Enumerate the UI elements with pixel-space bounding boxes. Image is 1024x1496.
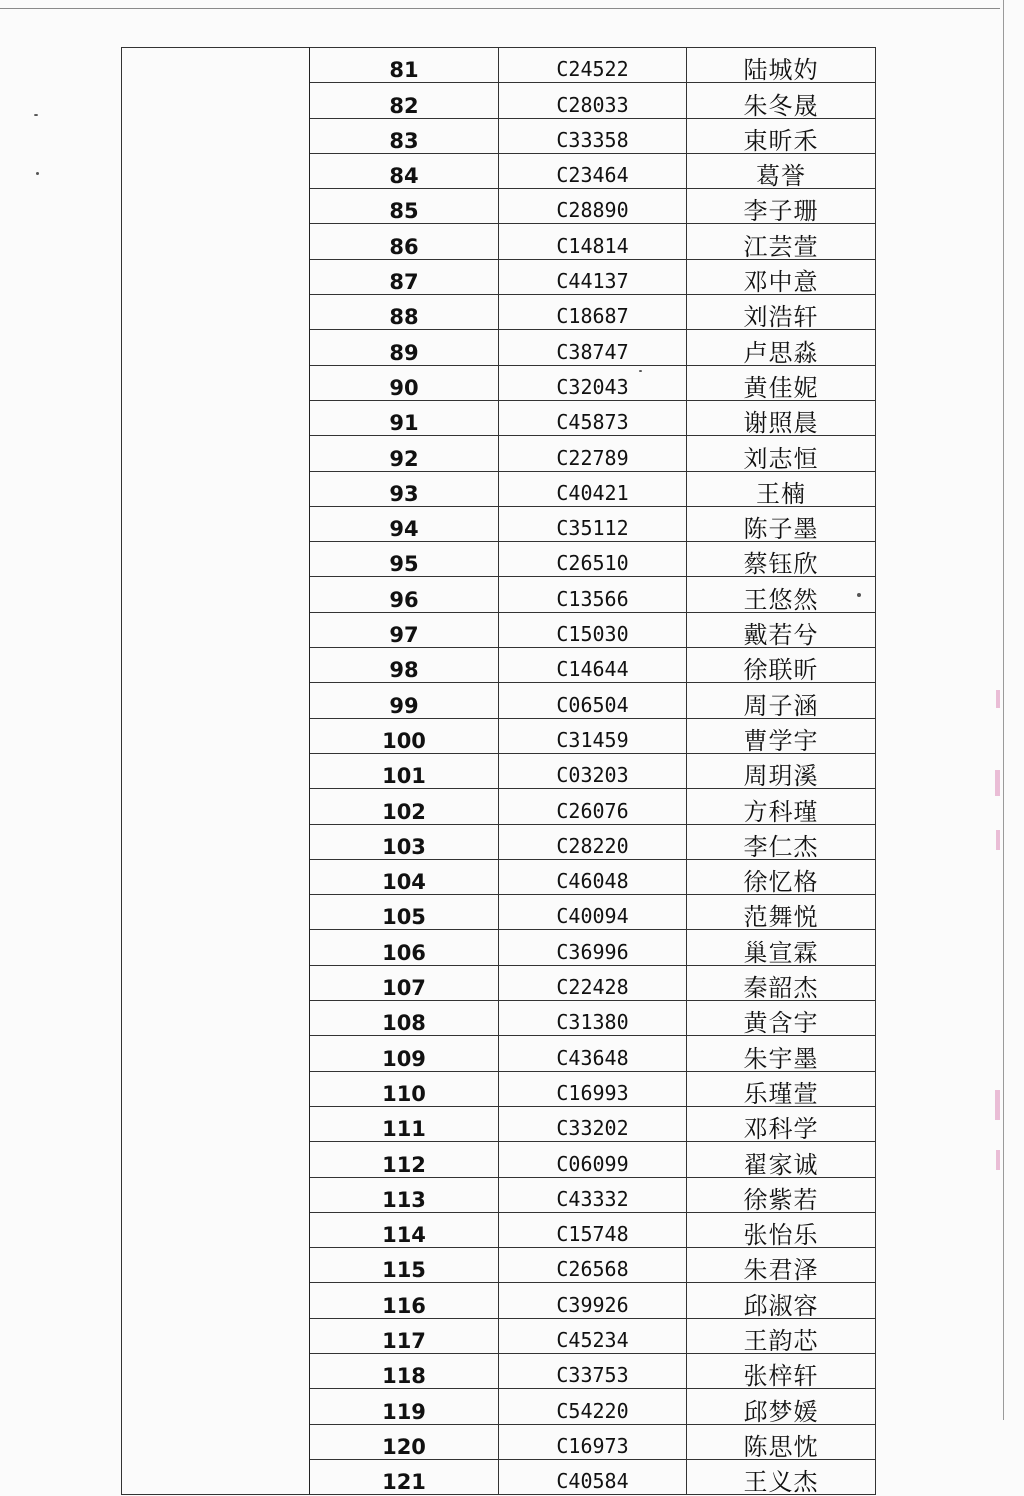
student-name-cell: 刘志恒: [687, 436, 876, 471]
student-name-cell: 黄含宇: [687, 1001, 876, 1036]
row-number-cell: 108: [310, 1001, 499, 1036]
candidate-code-cell: C06504: [499, 683, 687, 718]
row-number-cell: 107: [310, 965, 499, 1000]
row-number-cell: 110: [310, 1071, 499, 1106]
roster-table: [121, 47, 876, 1495]
student-name-cell: 张怡乐: [687, 1212, 876, 1247]
student-name-cell: 王悠然: [687, 577, 876, 612]
scan-speck: [36, 172, 39, 175]
student-name-cell: 王韵芯: [687, 1318, 876, 1353]
student-name-cell: 戴若兮: [687, 612, 876, 647]
row-number-cell: 87: [310, 259, 499, 294]
student-name-cell: 陈子墨: [687, 506, 876, 541]
student-name-cell: 邓科学: [687, 1106, 876, 1141]
student-name-cell: 刘浩轩: [687, 295, 876, 330]
scan-speck: [639, 370, 642, 372]
candidate-code-cell: C24522: [499, 48, 687, 83]
student-name-cell: 范舞悦: [687, 895, 876, 930]
row-number-cell: 93: [310, 471, 499, 506]
student-name-cell: 葛誉: [687, 153, 876, 188]
student-name-cell: 黄佳妮: [687, 365, 876, 400]
student-name-cell: 陈思忱: [687, 1424, 876, 1459]
row-number-cell: 91: [310, 400, 499, 435]
row-number-cell: 111: [310, 1106, 499, 1141]
row-number-cell: 117: [310, 1318, 499, 1353]
student-name-cell: 周玥溪: [687, 753, 876, 788]
candidate-code-cell: C26510: [499, 542, 687, 577]
student-name-cell: 徐联昕: [687, 648, 876, 683]
student-name-cell: 王楠: [687, 471, 876, 506]
row-number-cell: 99: [310, 683, 499, 718]
candidate-code-cell: C15030: [499, 612, 687, 647]
student-name-cell: 方科瑾: [687, 789, 876, 824]
row-number-cell: 84: [310, 153, 499, 188]
row-number-cell: 106: [310, 930, 499, 965]
candidate-code-cell: C45234: [499, 1318, 687, 1353]
student-name-cell: 邱淑容: [687, 1283, 876, 1318]
row-number-cell: 85: [310, 189, 499, 224]
row-number-cell: 94: [310, 506, 499, 541]
row-number-cell: 86: [310, 224, 499, 259]
candidate-code-cell: C16973: [499, 1424, 687, 1459]
candidate-code-cell: C03203: [499, 753, 687, 788]
row-number-cell: 81: [310, 48, 499, 83]
row-number-cell: 83: [310, 118, 499, 153]
scan-bleed-mark: [996, 830, 1000, 850]
student-name-cell: 卢思淼: [687, 330, 876, 365]
scan-bleed-mark: [995, 770, 1000, 796]
row-number-cell: 104: [310, 859, 499, 894]
candidate-code-cell: C26076: [499, 789, 687, 824]
row-number-cell: 112: [310, 1142, 499, 1177]
candidate-code-cell: C28220: [499, 824, 687, 859]
candidate-code-cell: C23464: [499, 153, 687, 188]
row-number-cell: 96: [310, 577, 499, 612]
candidate-code-cell: C32043: [499, 365, 687, 400]
row-number-cell: 115: [310, 1248, 499, 1283]
student-name-cell: 翟家诚: [687, 1142, 876, 1177]
student-name-cell: 朱冬晟: [687, 83, 876, 118]
student-name-cell: 邓中意: [687, 259, 876, 294]
candidate-code-cell: C13566: [499, 577, 687, 612]
student-name-cell: 谢照晨: [687, 400, 876, 435]
candidate-code-cell: C16993: [499, 1071, 687, 1106]
student-name-cell: 束昕禾: [687, 118, 876, 153]
row-number-cell: 116: [310, 1283, 499, 1318]
row-number-cell: 118: [310, 1353, 499, 1388]
candidate-code-cell: C46048: [499, 859, 687, 894]
row-number-cell: 113: [310, 1177, 499, 1212]
candidate-code-cell: C26568: [499, 1248, 687, 1283]
scan-right-edge: [1003, 0, 1004, 1420]
candidate-code-cell: C22789: [499, 436, 687, 471]
roster-table-body: [122, 48, 876, 1495]
candidate-code-cell: C28033: [499, 83, 687, 118]
table-row: [122, 48, 876, 83]
candidate-code-cell: C22428: [499, 965, 687, 1000]
student-name-cell: 蔡钰欣: [687, 542, 876, 577]
student-name-cell: 陆城妁: [687, 48, 876, 83]
student-name-cell: 周子涵: [687, 683, 876, 718]
row-number-cell: 114: [310, 1212, 499, 1247]
candidate-code-cell: C40421: [499, 471, 687, 506]
student-name-cell: 朱君泽: [687, 1248, 876, 1283]
candidate-code-cell: C33202: [499, 1106, 687, 1141]
row-number-cell: 95: [310, 542, 499, 577]
row-number-cell: 100: [310, 718, 499, 753]
row-number-cell: 89: [310, 330, 499, 365]
student-name-cell: 张梓轩: [687, 1353, 876, 1388]
row-number-cell: 109: [310, 1036, 499, 1071]
row-number-cell: 88: [310, 295, 499, 330]
student-name-cell: 李子珊: [687, 189, 876, 224]
candidate-code-cell: C43332: [499, 1177, 687, 1212]
row-number-cell: 92: [310, 436, 499, 471]
candidate-code-cell: C39926: [499, 1283, 687, 1318]
candidate-code-cell: C33753: [499, 1353, 687, 1388]
candidate-code-cell: C14814: [499, 224, 687, 259]
row-number-cell: 120: [310, 1424, 499, 1459]
row-number-cell: 121: [310, 1459, 499, 1494]
candidate-code-cell: C45873: [499, 400, 687, 435]
student-name-cell: 徐忆格: [687, 859, 876, 894]
candidate-code-cell: C14644: [499, 648, 687, 683]
candidate-code-cell: C43648: [499, 1036, 687, 1071]
student-name-cell: 徐紫若: [687, 1177, 876, 1212]
candidate-code-cell: C33358: [499, 118, 687, 153]
row-number-cell: 105: [310, 895, 499, 930]
row-number-cell: 103: [310, 824, 499, 859]
row-number-cell: 119: [310, 1389, 499, 1424]
candidate-code-cell: C40094: [499, 895, 687, 930]
student-name-cell: 秦韶杰: [687, 965, 876, 1000]
student-name-cell: 邱梦媛: [687, 1389, 876, 1424]
row-number-cell: 102: [310, 789, 499, 824]
scan-top-edge: [0, 8, 1000, 9]
student-name-cell: 曹学宇: [687, 718, 876, 753]
candidate-code-cell: C36996: [499, 930, 687, 965]
scan-bleed-mark: [995, 1090, 1000, 1120]
candidate-code-cell: C31459: [499, 718, 687, 753]
row-number-cell: 97: [310, 612, 499, 647]
student-name-cell: 江芸萱: [687, 224, 876, 259]
candidate-code-cell: C38747: [499, 330, 687, 365]
candidate-code-cell: C44137: [499, 259, 687, 294]
student-name-cell: 李仁杰: [687, 824, 876, 859]
student-name-cell: 朱宇墨: [687, 1036, 876, 1071]
row-number-cell: 101: [310, 753, 499, 788]
scan-speck: [34, 114, 38, 116]
candidate-code-cell: C54220: [499, 1389, 687, 1424]
candidate-code-cell: C06099: [499, 1142, 687, 1177]
candidate-code-cell: C15748: [499, 1212, 687, 1247]
row-number-cell: 98: [310, 648, 499, 683]
scan-speck: [857, 593, 861, 597]
scan-bleed-mark: [996, 1150, 1000, 1170]
candidate-code-cell: C18687: [499, 295, 687, 330]
candidate-code-cell: C40584: [499, 1459, 687, 1494]
scan-bleed-mark: [996, 690, 1000, 708]
candidate-code-cell: C31380: [499, 1001, 687, 1036]
student-name-cell: 乐瑾萱: [687, 1071, 876, 1106]
candidate-code-cell: C35112: [499, 506, 687, 541]
student-name-cell: 王义杰: [687, 1459, 876, 1494]
student-name-cell: 巢宣霖: [687, 930, 876, 965]
candidate-code-cell: C28890: [499, 189, 687, 224]
row-number-cell: 82: [310, 83, 499, 118]
blank-merged-cell: [122, 48, 310, 1495]
row-number-cell: 90: [310, 365, 499, 400]
